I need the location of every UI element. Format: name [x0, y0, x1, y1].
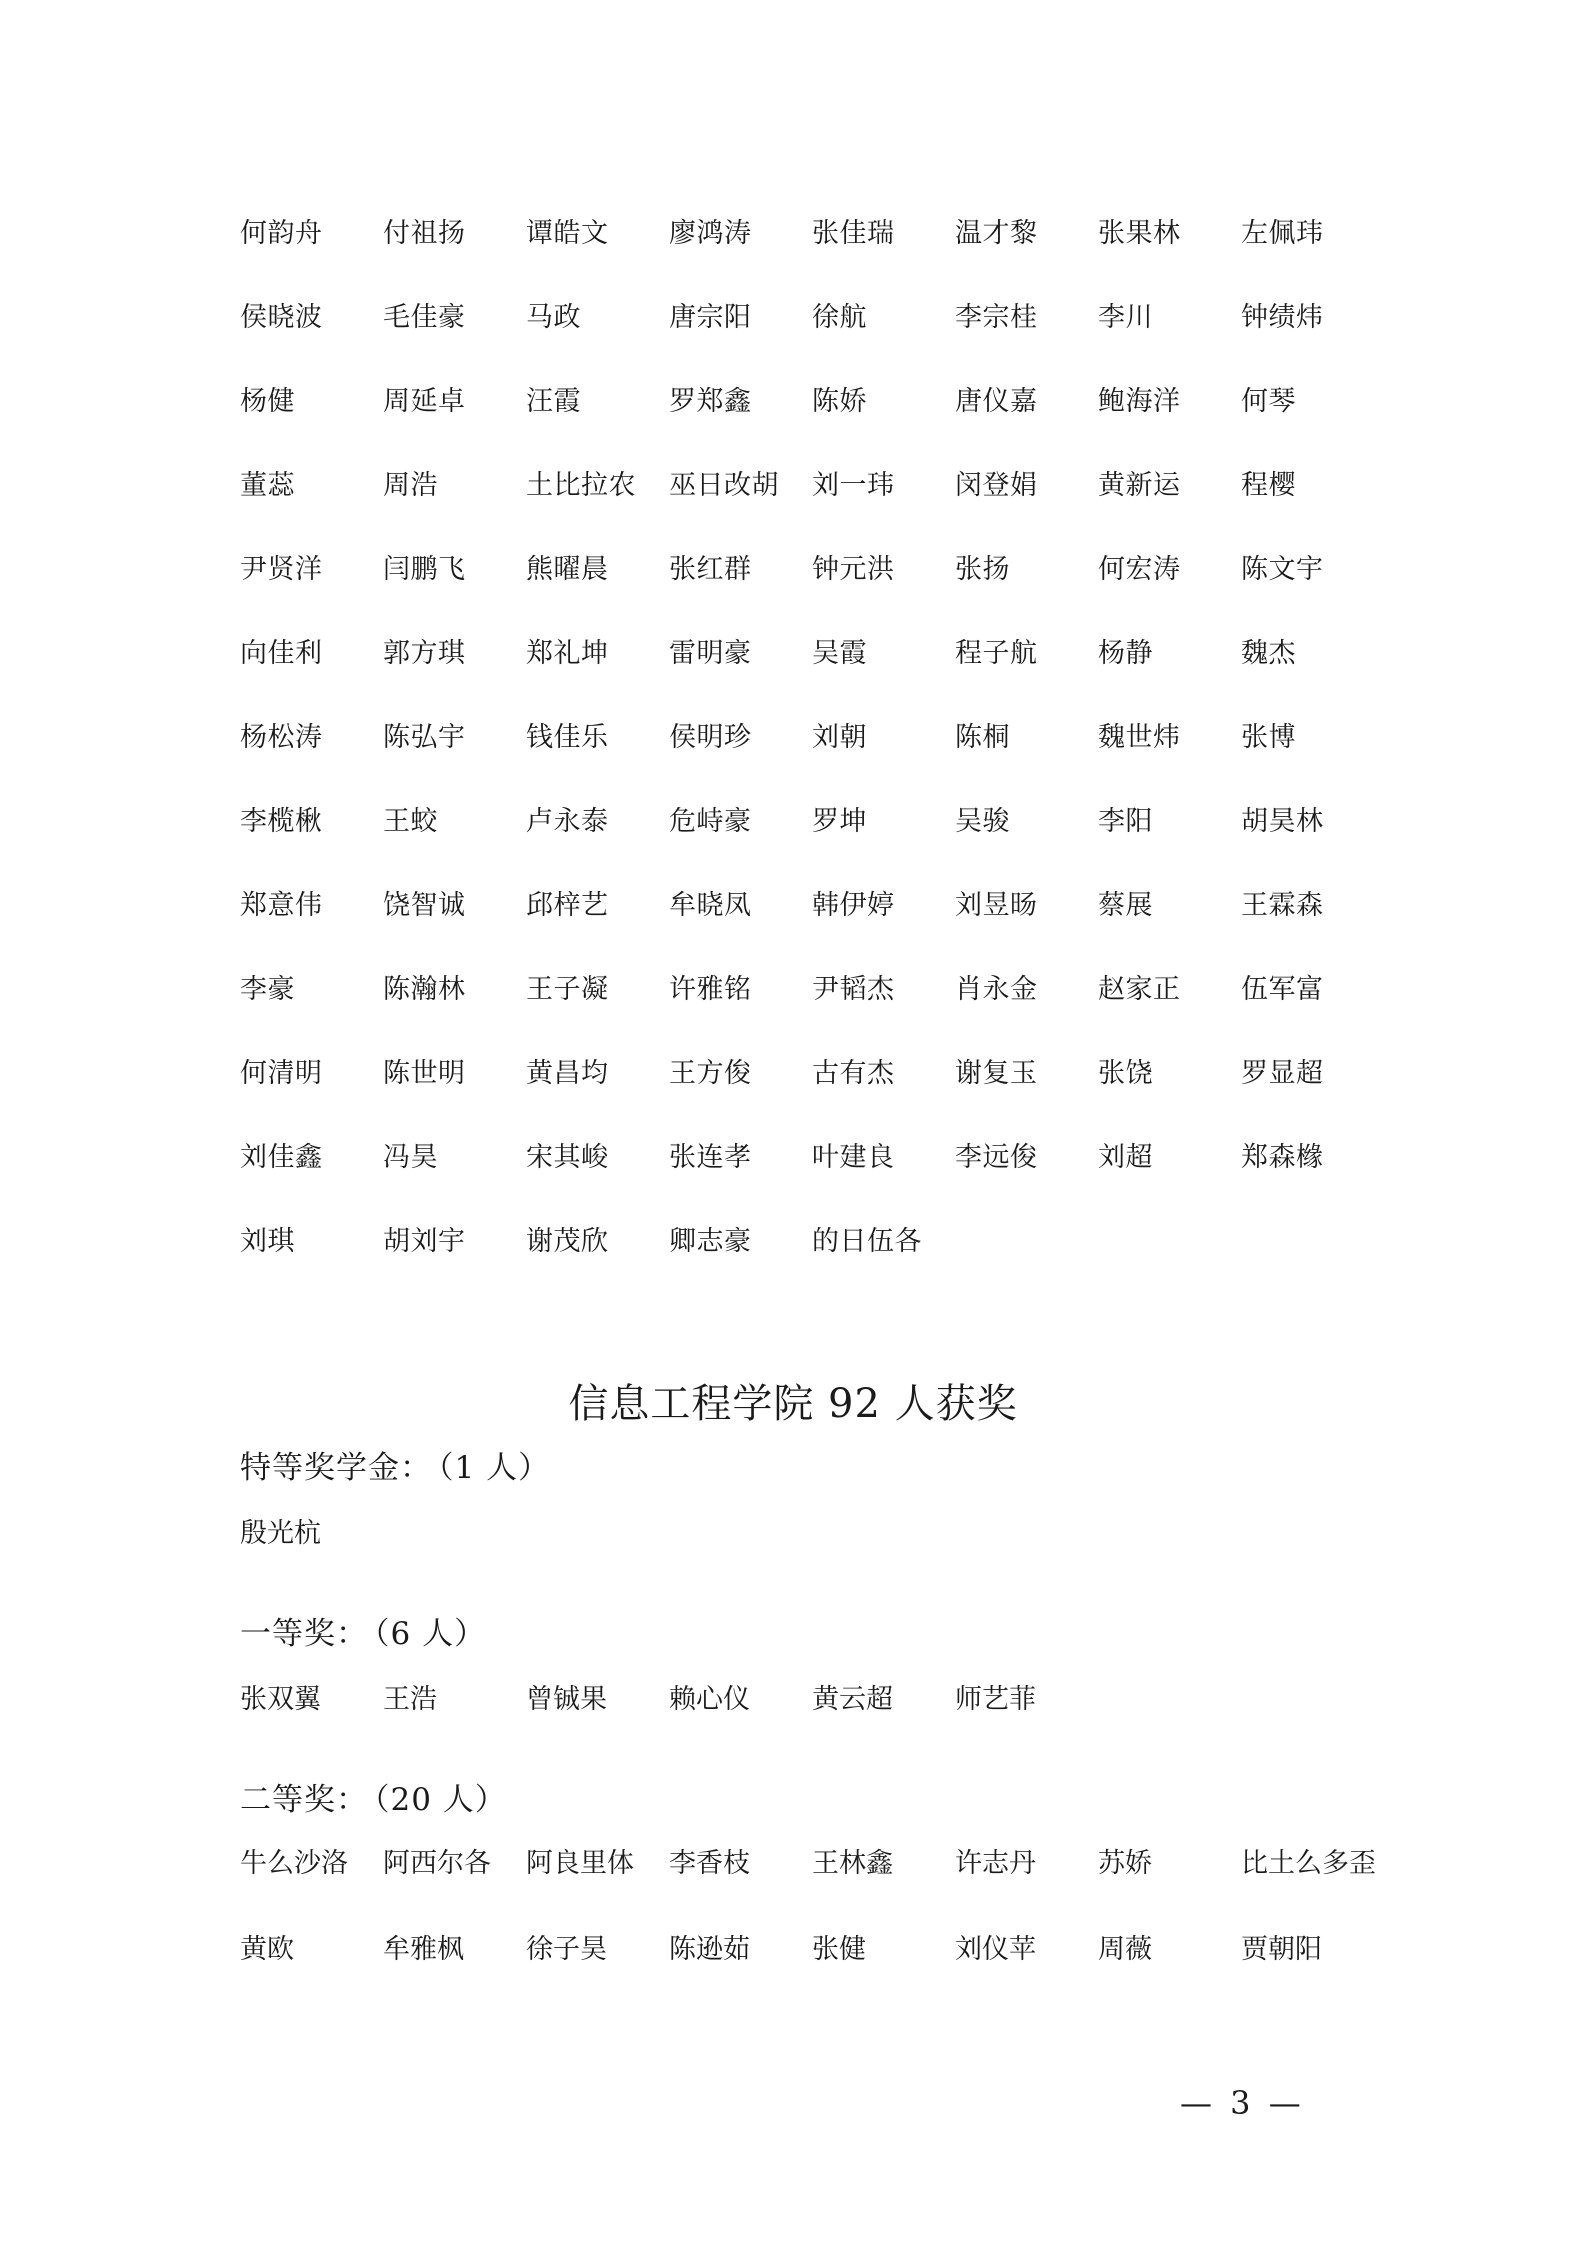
name-entry: 周浩 — [383, 470, 438, 501]
name-entry: 牟雅枫 — [383, 1934, 464, 1965]
second-award-heading — [240, 1780, 507, 1820]
name-entry: 赵家正 — [1098, 974, 1181, 1005]
name-entry: 陈娇 — [812, 386, 867, 417]
name-entry: 陈文宇 — [1241, 554, 1324, 585]
name-entry: 贾朝阳 — [1241, 1934, 1322, 1965]
name-entry: 张饶 — [1098, 1058, 1153, 1089]
name-entry: 尹韬杰 — [812, 974, 895, 1005]
name-entry: 鲍海洋 — [1098, 386, 1181, 417]
name-entry: 张健 — [812, 1934, 866, 1965]
name-entry: 曾铖果 — [526, 1684, 607, 1715]
name-entry: 谢茂欣 — [526, 1226, 609, 1257]
section-title: 信息工程学院 92 人获奖 — [568, 1381, 1018, 1427]
name-entry: 的日伍各 — [812, 1226, 922, 1257]
name-entry: 杨松涛 — [240, 722, 323, 753]
name-entry: 郑意伟 — [240, 890, 323, 921]
name-entry: 张果林 — [1098, 218, 1181, 249]
name-entry: 付祖扬 — [383, 218, 466, 249]
name-entry: 冯昊 — [383, 1142, 438, 1173]
name-entry: 许雅铭 — [669, 974, 752, 1005]
name-entry: 危峙豪 — [669, 806, 752, 837]
name-entry: 马政 — [526, 302, 581, 333]
name-entry: 比土么多歪 — [1241, 1848, 1376, 1879]
name-entry: 吴骏 — [955, 806, 1010, 837]
name-entry: 钱佳乐 — [526, 722, 609, 753]
name-entry: 钟绩炜 — [1241, 302, 1324, 333]
name-entry: 罗坤 — [812, 806, 867, 837]
name-entry: 罗显超 — [1241, 1058, 1324, 1089]
name-entry: 何韵舟 — [240, 218, 323, 249]
name-entry: 刘朝 — [812, 722, 867, 753]
name-entry: 牟晓凤 — [669, 890, 752, 921]
special-award-name-list — [240, 1516, 1384, 1602]
name-entry: 李川 — [1098, 302, 1153, 333]
name-entry: 温才黎 — [955, 218, 1038, 249]
name-entry: 闵登娟 — [955, 470, 1038, 501]
name-entry: 卢永泰 — [526, 806, 609, 837]
second-award-count: （20 人） — [374, 1782, 507, 1818]
name-entry: 董蕊 — [240, 470, 295, 501]
name-entry: 黄新运 — [1098, 470, 1181, 501]
name-entry: 李宗桂 — [955, 302, 1038, 333]
name-entry: 侯晓波 — [240, 302, 323, 333]
name-entry: 何宏涛 — [1098, 554, 1181, 585]
special-award-label: 特等奖学金： — [240, 1450, 432, 1486]
name-entry: 何琴 — [1241, 386, 1296, 417]
name-entry: 刘仪苹 — [955, 1934, 1036, 1965]
name-entry: 陈逊茹 — [669, 1934, 750, 1965]
name-entry: 阿良里体 — [526, 1848, 634, 1879]
name-entry: 古有杰 — [812, 1058, 895, 1089]
name-entry: 苏娇 — [1098, 1848, 1152, 1879]
name-entry: 土比拉农 — [526, 470, 636, 501]
name-entry: 肖永金 — [955, 974, 1038, 1005]
name-entry: 叶建良 — [812, 1142, 895, 1173]
name-entry: 左佩玮 — [1241, 218, 1324, 249]
name-entry: 李阳 — [1098, 806, 1153, 837]
name-entry: 阿西尔各 — [383, 1848, 491, 1879]
first-award-heading — [240, 1614, 486, 1654]
name-entry: 张连孝 — [669, 1142, 752, 1173]
name-entry: 殷光杭 — [240, 1518, 321, 1549]
name-entry: 刘琪 — [240, 1226, 295, 1257]
name-entry: 牛么沙洛 — [240, 1848, 348, 1879]
name-entry: 刘超 — [1098, 1142, 1153, 1173]
name-entry: 王子凝 — [526, 974, 609, 1005]
name-entry: 尹贤洋 — [240, 554, 323, 585]
name-entry: 谭皓文 — [526, 218, 609, 249]
name-entry: 黄欧 — [240, 1934, 294, 1965]
name-entry: 廖鸿涛 — [669, 218, 752, 249]
name-entry: 王霖森 — [1241, 890, 1324, 921]
continued-name-list — [240, 216, 1384, 1308]
name-entry: 巫日改胡 — [669, 470, 779, 501]
name-entry: 黄云超 — [812, 1684, 893, 1715]
name-entry: 唐仪嘉 — [955, 386, 1038, 417]
name-entry: 饶智诚 — [383, 890, 466, 921]
name-entry: 郑森橼 — [1241, 1142, 1324, 1173]
name-entry: 黄昌均 — [526, 1058, 609, 1089]
name-entry: 李豪 — [240, 974, 295, 1005]
name-entry: 闫鹏飞 — [383, 554, 466, 585]
name-entry: 谢复玉 — [955, 1058, 1038, 1089]
name-entry: 胡昊林 — [1241, 806, 1324, 837]
name-entry: 杨静 — [1098, 638, 1153, 669]
name-entry: 陈瀚林 — [383, 974, 466, 1005]
name-entry: 熊曜晨 — [526, 554, 609, 585]
special-award-count: （1 人） — [438, 1450, 551, 1486]
name-entry: 李远俊 — [955, 1142, 1038, 1173]
name-entry: 张佳瑞 — [812, 218, 895, 249]
name-entry: 毛佳豪 — [383, 302, 466, 333]
name-entry: 韩伊婷 — [812, 890, 895, 921]
name-entry: 陈世明 — [383, 1058, 466, 1089]
name-entry: 郑礼坤 — [526, 638, 609, 669]
second-award-name-list — [240, 1846, 1384, 2018]
name-entry: 卿志豪 — [669, 1226, 752, 1257]
name-entry: 胡刘宇 — [383, 1226, 466, 1257]
name-entry: 钟元洪 — [812, 554, 895, 585]
name-entry: 宋其峻 — [526, 1142, 609, 1173]
name-entry: 侯明珍 — [669, 722, 752, 753]
name-entry: 雷明豪 — [669, 638, 752, 669]
name-entry: 陈桐 — [955, 722, 1010, 753]
name-entry: 汪霞 — [526, 386, 581, 417]
name-entry: 程子航 — [955, 638, 1038, 669]
name-entry: 李香枝 — [669, 1848, 750, 1879]
name-entry: 郭方琪 — [383, 638, 466, 669]
name-entry: 罗郑鑫 — [669, 386, 752, 417]
name-entry: 徐航 — [812, 302, 867, 333]
name-entry: 何清明 — [240, 1058, 323, 1089]
name-entry: 王林鑫 — [812, 1848, 893, 1879]
name-entry: 赖心仪 — [669, 1684, 750, 1715]
name-entry: 张博 — [1241, 722, 1296, 753]
name-entry: 徐子昊 — [526, 1934, 607, 1965]
name-entry: 刘佳鑫 — [240, 1142, 323, 1173]
name-entry: 魏世炜 — [1098, 722, 1181, 753]
first-award-label: 一等奖： — [240, 1616, 368, 1652]
name-entry: 张扬 — [955, 554, 1010, 585]
first-award-name-list — [240, 1682, 1384, 1768]
name-entry: 许志丹 — [955, 1848, 1036, 1879]
name-entry: 陈弘宇 — [383, 722, 466, 753]
name-entry: 李榄楸 — [240, 806, 323, 837]
name-entry: 刘昱旸 — [955, 890, 1038, 921]
first-award-count: （6 人） — [374, 1616, 487, 1652]
name-entry: 蔡展 — [1098, 890, 1153, 921]
name-entry: 吴霞 — [812, 638, 867, 669]
name-entry: 王浩 — [383, 1684, 437, 1715]
name-entry: 周薇 — [1098, 1934, 1152, 1965]
name-entry: 周延卓 — [383, 386, 466, 417]
page-number: — 3 — — [1180, 2084, 1305, 2122]
name-entry: 张双翼 — [240, 1684, 321, 1715]
name-entry: 邱梓艺 — [526, 890, 609, 921]
name-entry: 向佳利 — [240, 638, 323, 669]
name-entry: 王蛟 — [383, 806, 438, 837]
name-entry: 王方俊 — [669, 1058, 752, 1089]
name-entry: 张红群 — [669, 554, 752, 585]
second-award-label: 二等奖： — [240, 1782, 368, 1818]
name-entry: 魏杰 — [1241, 638, 1296, 669]
name-entry: 师艺菲 — [955, 1684, 1036, 1715]
special-award-heading — [240, 1448, 550, 1488]
name-entry: 杨健 — [240, 386, 295, 417]
name-entry: 程樱 — [1241, 470, 1296, 501]
name-entry: 刘一玮 — [812, 470, 895, 501]
name-entry: 伍军富 — [1241, 974, 1324, 1005]
name-entry: 唐宗阳 — [669, 302, 752, 333]
